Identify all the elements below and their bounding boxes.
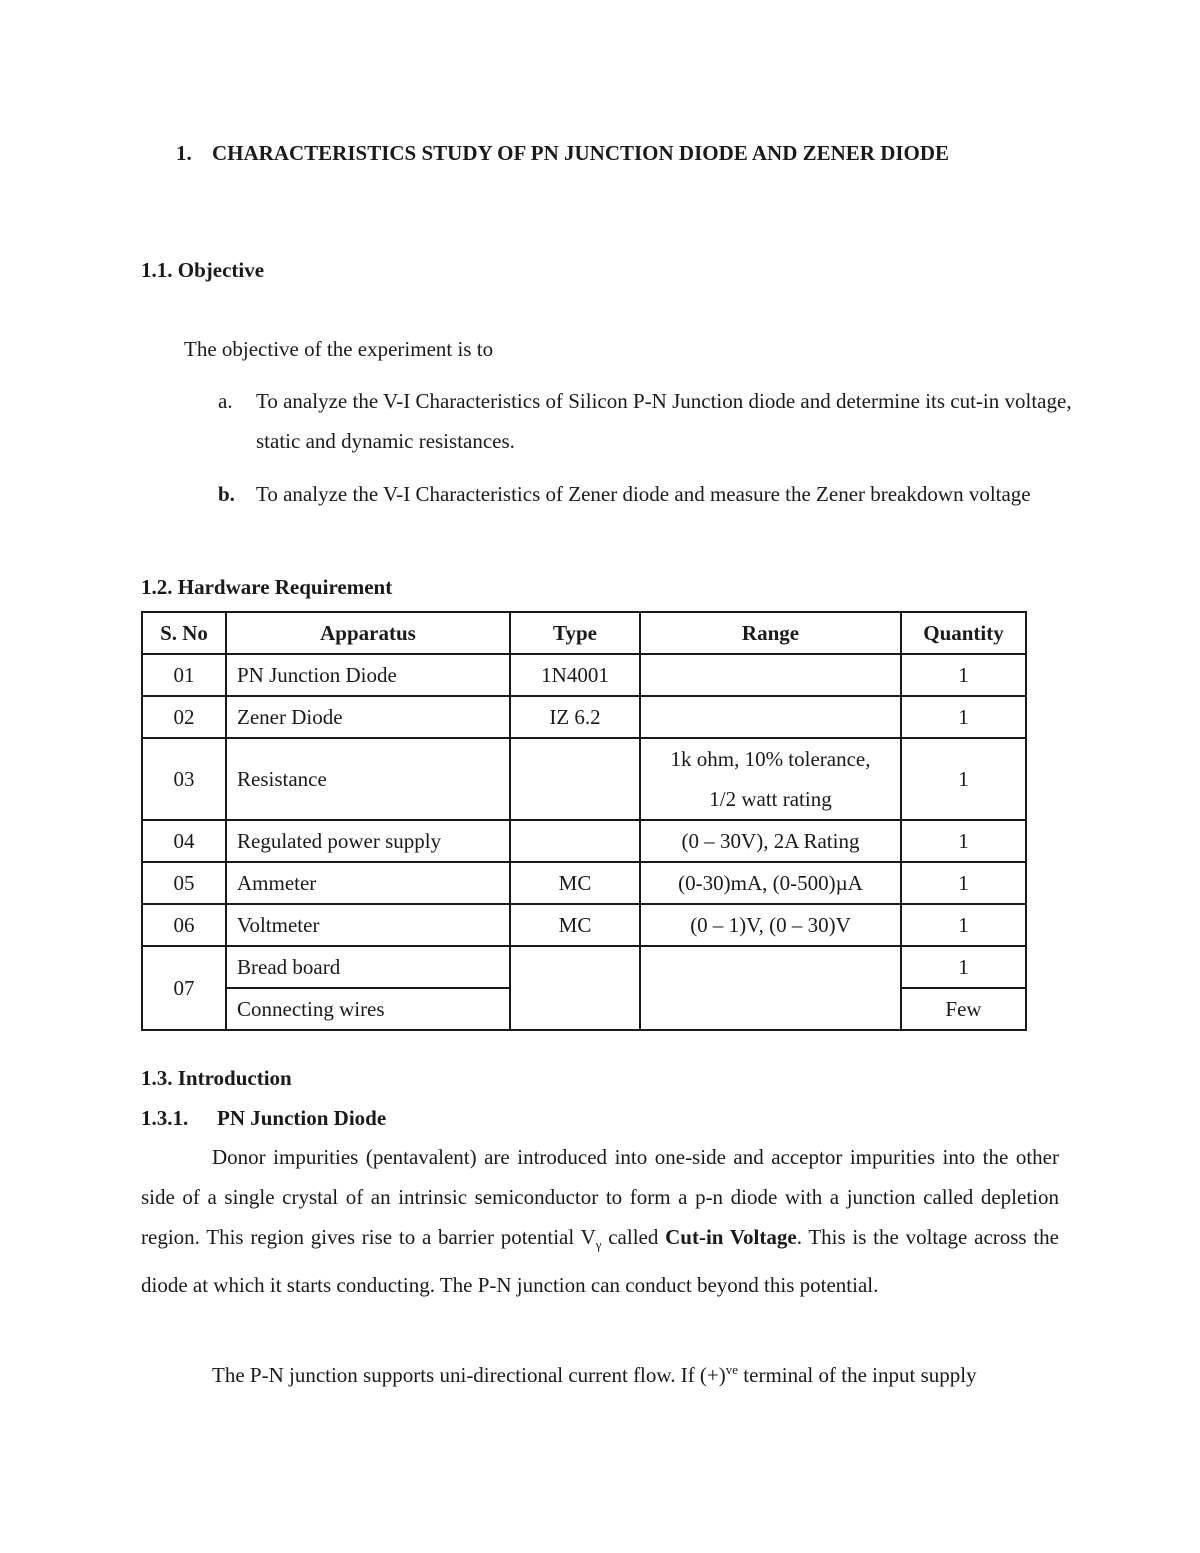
table-row: [142, 654, 1026, 696]
cell-quantity: 1: [901, 862, 1026, 904]
cell-quantity: Few: [901, 988, 1026, 1030]
cell-apparatus: Bread board: [226, 946, 510, 988]
table-row: [142, 820, 1026, 862]
cell-range: [640, 654, 901, 696]
cell-apparatus: Zener Diode: [226, 696, 510, 738]
column-header-sno: S. No: [142, 612, 226, 654]
hardware-heading: 1.2. Hardware Requirement: [141, 575, 393, 599]
table-row: [142, 696, 1026, 738]
table-row: [142, 946, 1026, 988]
page-title: [176, 141, 949, 166]
cell-sno: 03: [142, 738, 226, 820]
para2-text-b: terminal of the input supply: [738, 1363, 977, 1387]
cell-sno: 02: [142, 696, 226, 738]
cell-type: IZ 6.2: [510, 696, 640, 738]
subsection-number: 1.3.1.: [141, 1106, 189, 1130]
title-number: 1.: [176, 141, 192, 165]
para1-subscript: γ: [595, 1237, 602, 1253]
cell-type: [510, 946, 640, 1030]
cell-quantity: 1: [901, 696, 1026, 738]
cell-sno: 04: [142, 820, 226, 862]
para1-text-c: . This is the voltage across the diode at which it starts conducting. The P-N junction can conduct beyond this potential.: [141, 1225, 1060, 1298]
column-header-quantity: Quantity: [901, 612, 1026, 654]
hardware-table: [141, 611, 1027, 1031]
cell-type: MC: [510, 862, 640, 904]
objective-item-letter: a.: [218, 389, 233, 413]
objective-item-text: To analyze the V-I Characteristics of Zener diode and measure the Zener breakdown voltage: [256, 482, 1031, 506]
cell-range: [640, 696, 901, 738]
cell-range: (0 – 30V), 2A Rating: [640, 820, 901, 862]
para2-superscript: ve: [725, 1362, 739, 1377]
intro-paragraph-1: [141, 1137, 1059, 1305]
objective-item-letter: b.: [218, 482, 235, 506]
cell-range: [640, 738, 901, 820]
para1-text-b: called: [601, 1225, 666, 1249]
cell-apparatus: Voltmeter: [226, 904, 510, 946]
title-text: CHARACTERISTICS STUDY OF PN JUNCTION DIODE AND ZENER DIODE: [212, 141, 950, 165]
cell-quantity: 1: [901, 654, 1026, 696]
cell-type: [510, 738, 640, 820]
para2-text-a: The P-N junction supports uni-directional current flow. If (+): [212, 1363, 726, 1387]
objective-intro: The objective of the experiment is to: [184, 337, 494, 361]
cell-apparatus: PN Junction Diode: [226, 654, 510, 696]
cell-apparatus: Connecting wires: [226, 988, 510, 1030]
para1-text-a: Donor impurities (pentavalent) are introduced into one-side and acceptor impurities into the other side of a single crystal of an intrinsic semiconductor to form a p-n diode with a junction called depletion region. This region gives rise to a barrier potential V: [141, 1145, 1059, 1249]
objective-item-text: To analyze the V-I Characteristics of Silicon P-N Junction diode and determine its cut-in voltage, static and dynamic resistances.: [256, 389, 1072, 453]
column-header-type: Type: [510, 612, 640, 654]
cell-range: [640, 946, 901, 1030]
cell-apparatus: Ammeter: [226, 862, 510, 904]
cell-sno: 06: [142, 904, 226, 946]
cell-range-line: 1k ohm, 10% tolerance,: [670, 747, 871, 771]
table-row: [142, 862, 1026, 904]
cell-quantity: 1: [901, 820, 1026, 862]
cell-type: [510, 820, 640, 862]
table-row: [142, 738, 1026, 820]
subsection-title: PN Junction Diode: [217, 1106, 387, 1130]
cell-quantity: 1: [901, 946, 1026, 988]
cell-apparatus: Resistance: [226, 738, 510, 820]
objective-item-a: [218, 381, 1078, 461]
cell-range: (0-30)mA, (0-500)µA: [640, 862, 901, 904]
table-header-row: [142, 612, 1026, 654]
cell-range: (0 – 1)V, (0 – 30)V: [640, 904, 901, 946]
cell-range-line: 1/2 watt rating: [709, 787, 832, 811]
cell-sno: 05: [142, 862, 226, 904]
column-header-apparatus: Apparatus: [226, 612, 510, 654]
cell-apparatus: Regulated power supply: [226, 820, 510, 862]
introduction-heading: 1.3. Introduction: [141, 1066, 292, 1090]
intro-paragraph-2: [141, 1350, 1059, 1395]
subsection-heading: [141, 1106, 386, 1131]
para1-bold-term: Cut-in Voltage: [665, 1225, 797, 1249]
cell-sno: 01: [142, 654, 226, 696]
objective-item-b: [218, 474, 1078, 554]
column-header-range: Range: [640, 612, 901, 654]
cell-quantity: 1: [901, 904, 1026, 946]
objective-heading: 1.1. Objective: [141, 258, 265, 282]
cell-type: MC: [510, 904, 640, 946]
cell-sno: 07: [142, 946, 226, 1030]
table-row: [142, 904, 1026, 946]
cell-quantity: 1: [901, 738, 1026, 820]
cell-type: 1N4001: [510, 654, 640, 696]
